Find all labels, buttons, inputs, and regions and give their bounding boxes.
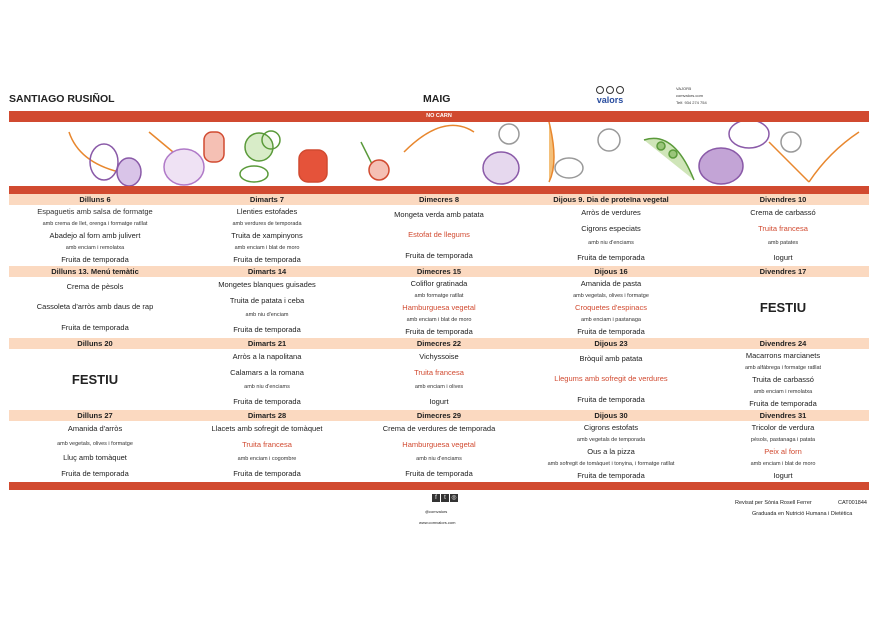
vegetable-illustration <box>9 122 869 186</box>
dish: Llenties estofades <box>236 206 298 216</box>
holiday-label: FESTIU <box>759 299 807 315</box>
dish: Arròs de verdures <box>581 207 641 217</box>
day-menu <box>525 205 697 266</box>
day-cell <box>525 410 697 482</box>
dish-note: amb formatge ratllat <box>414 292 464 299</box>
day-cell <box>9 338 181 410</box>
dish-note: amb patates <box>767 240 799 247</box>
day-cell <box>697 194 869 266</box>
day-header: Dilluns 20 <box>9 338 181 349</box>
dish: Llacets amb sofregit de tomàquet <box>211 423 323 433</box>
dish: Fruita de temporada <box>61 254 129 264</box>
dish: Tricolor de verdura <box>751 422 815 432</box>
day-cell <box>697 410 869 482</box>
dish: Lluç amb tomàquet <box>63 453 127 463</box>
day-menu <box>353 349 525 410</box>
dish: Cigrons estofats <box>583 422 639 432</box>
dish: Fruita de temporada <box>233 397 301 407</box>
facebook-icon[interactable]: f <box>432 494 440 502</box>
contact-info <box>676 85 707 106</box>
dish: Fruita de temporada <box>405 326 473 336</box>
divider-bar <box>9 186 869 194</box>
dish: Iogurt <box>773 253 793 263</box>
dish-highlight: Llegums amb sofregit de verdures <box>554 374 668 384</box>
dish: Cassoleta d'arròs amb daus de rap <box>36 302 154 312</box>
day-cell <box>697 338 869 410</box>
day-menu <box>525 277 697 338</box>
week-row <box>9 194 869 266</box>
day-menu <box>9 349 181 410</box>
day-cell <box>181 194 353 266</box>
day-header: Dimecres 15 <box>353 266 525 277</box>
dish: Calamars a la romana <box>230 367 304 377</box>
dish-note: amb vegetals de temporada <box>576 436 646 443</box>
day-cell <box>9 266 181 338</box>
dish: Bròquil amb patata <box>579 354 643 364</box>
day-menu <box>181 349 353 410</box>
day-header: Dijous 9. Dia de proteïna vegetal <box>525 194 697 205</box>
day-menu <box>181 421 353 482</box>
dish-note: amb enciam i blat de moro <box>750 460 816 467</box>
school-name: SANTIAGO RUSIÑOL <box>9 93 115 105</box>
dish: Truita de xampinyons <box>231 230 303 240</box>
day-header: Dijous 23 <box>525 338 697 349</box>
day-header: Dimarts 28 <box>181 410 353 421</box>
dish: Crema de verdures de temporada <box>382 423 496 433</box>
contact-line: VAJOR5 <box>676 86 692 91</box>
day-header: Dilluns 6 <box>9 194 181 205</box>
dish: Ous a la pizza <box>587 446 635 456</box>
reviewer: Revisat per Sònia Rosell Ferrer <box>735 500 812 506</box>
dish-note: amb enciam i pastanaga <box>581 316 641 323</box>
day-cell <box>181 266 353 338</box>
dish: Crema de pèsols <box>66 282 124 292</box>
twitter-icon[interactable]: t <box>441 494 449 502</box>
week-row <box>9 266 869 338</box>
dish: Crema de carbassó <box>750 207 816 217</box>
dish-note: pèsols, pastanaga i patata <box>750 436 816 443</box>
day-cell <box>525 194 697 266</box>
day-menu <box>9 421 181 482</box>
day-menu <box>353 205 525 266</box>
day-header: Divendres 10 <box>697 194 869 205</box>
day-header: Dimarts 14 <box>181 266 353 277</box>
dish: Vichyssoise <box>419 351 459 361</box>
day-cell <box>525 266 697 338</box>
dish-highlight: Estofat de llegums <box>408 230 470 240</box>
day-header: Dijous 30 <box>525 410 697 421</box>
dish-note: amb verdures de temporada <box>232 220 302 227</box>
dish-note: amb enciam i remolatxa <box>65 244 125 251</box>
day-header: Dijous 16 <box>525 266 697 277</box>
day-menu <box>181 277 353 338</box>
day-header: Dilluns 27 <box>9 410 181 421</box>
dish: Fruita de temporada <box>577 470 645 480</box>
dish: Abadejo al forn amb julivert <box>49 230 141 240</box>
dish: Fruita de temporada <box>233 254 301 264</box>
day-cell <box>353 266 525 338</box>
dish: Fruita de temporada <box>61 469 129 479</box>
dish-note: amb enciam i blat de moro <box>234 244 300 251</box>
dish: Arròs a la napolitana <box>232 351 302 361</box>
day-header: Divendres 24 <box>697 338 869 349</box>
dish: Fruita de temporada <box>577 326 645 336</box>
day-cell <box>353 410 525 482</box>
dish: Coliflor gratinada <box>410 278 468 288</box>
footer-bar <box>9 482 869 490</box>
day-cell <box>181 410 353 482</box>
dish: Mongetes blanques guisades <box>218 279 316 289</box>
day-cell <box>9 410 181 482</box>
dish: Fruita de temporada <box>577 253 645 263</box>
dish: Fruita de temporada <box>405 250 473 260</box>
day-menu <box>525 421 697 482</box>
menu-grid <box>9 194 869 482</box>
dish-highlight: Truita francesa <box>758 223 808 233</box>
dish-note: amb vegetals, olives i formatge <box>57 440 133 447</box>
instagram-icon[interactable]: ◎ <box>451 495 457 501</box>
dish: Fruita de temporada <box>749 398 817 408</box>
dish-highlight: Hamburguesa vegetal <box>402 302 476 312</box>
day-header: Dimecres 8 <box>353 194 525 205</box>
day-menu <box>181 205 353 266</box>
dish: Truita de patata i ceba <box>229 295 305 305</box>
dish: Mongeta verda amb patata <box>394 210 484 220</box>
day-cell <box>9 194 181 266</box>
day-menu <box>353 421 525 482</box>
dish: Iogurt <box>429 397 449 407</box>
dish-note: amb alfàbrega i formatge ratllat <box>744 364 822 371</box>
reviewer-degree: Graduada en Nutrició Humana i Dietètica <box>752 511 853 517</box>
day-cell <box>353 194 525 266</box>
day-header: Dimecres 29 <box>353 410 525 421</box>
dish-highlight: Croquetes d'espinacs <box>575 302 647 312</box>
day-header: Divendres 17 <box>697 266 869 277</box>
dish-note: amb enciam i cogombre <box>237 456 297 463</box>
week-row <box>9 410 869 482</box>
dish: Fruita de temporada <box>405 469 473 479</box>
social-icons <box>432 494 458 502</box>
dish-note: amb vegetals, olives i formatge <box>573 292 649 299</box>
dish-note: amb sofregit de tomàquet i tonyina, i formatge ratllat <box>547 460 675 467</box>
dish-highlight: Hamburguesa vegetal <box>402 439 476 449</box>
day-menu <box>697 277 869 338</box>
day-header: Dimecres 22 <box>353 338 525 349</box>
dish-note: amb crema de llet, orenga i formatge ratllat <box>42 220 148 227</box>
dish: Truita de carbassó <box>752 374 814 384</box>
day-cell <box>353 338 525 410</box>
day-menu <box>525 349 697 410</box>
dish-highlight: Peix al forn <box>764 446 802 456</box>
dish: Fruita de temporada <box>577 394 645 404</box>
day-cell <box>525 338 697 410</box>
social-handle: @comvalors <box>425 509 448 514</box>
dish: Amanida d'arròs <box>67 423 123 433</box>
day-header: Divendres 31 <box>697 410 869 421</box>
day-menu <box>697 421 869 482</box>
day-cell <box>181 338 353 410</box>
dish: Fruita de temporada <box>61 322 129 332</box>
dish-note: amb enciam i olives <box>414 384 464 391</box>
dish-note: amb niu d'enciams <box>244 384 290 391</box>
dish: Fruita de temporada <box>233 469 301 479</box>
dish-highlight: Truita francesa <box>414 367 464 377</box>
dish: Fruita de temporada <box>233 325 301 335</box>
dish: Espaguetis amb salsa de formatge <box>37 206 153 216</box>
dish-note: amb enciam i remolatxa <box>753 388 813 395</box>
day-menu <box>353 277 525 338</box>
website-link[interactable]: www.comvalors.com <box>419 520 456 525</box>
day-menu <box>697 205 869 266</box>
dish: Amanida de pasta <box>580 278 642 288</box>
logo-text: valors <box>596 95 624 105</box>
certificate-code: CAT001844 <box>838 500 867 506</box>
day-header: Dimarts 7 <box>181 194 353 205</box>
day-menu <box>697 349 869 410</box>
dish-note: amb niu d'enciams <box>416 456 462 463</box>
dish-highlight: Truita francesa <box>242 439 292 449</box>
diet-banner: NO CARN <box>9 111 869 122</box>
day-header: Dilluns 13. Menú temàtic <box>9 266 181 277</box>
week-row <box>9 338 869 410</box>
holiday-label: FESTIU <box>71 371 119 387</box>
day-menu <box>9 205 181 266</box>
day-cell <box>697 266 869 338</box>
dish: Cigrons especiats <box>581 223 641 233</box>
day-header: Dimarts 21 <box>181 338 353 349</box>
dish-note: amb niu d'enciams <box>588 240 634 247</box>
contact-line: Telf. 934 274 754 <box>676 100 707 105</box>
valors-logo <box>590 86 630 106</box>
month-title: MAIG <box>423 93 451 105</box>
contact-line: comvalors.com <box>676 93 703 98</box>
day-menu <box>9 277 181 338</box>
dish: Macarrons marcianets <box>745 350 821 360</box>
dish-note: amb niu d'enciam <box>245 312 289 319</box>
dish: Iogurt <box>773 470 793 480</box>
dish-note: amb enciam i blat de moro <box>406 316 472 323</box>
